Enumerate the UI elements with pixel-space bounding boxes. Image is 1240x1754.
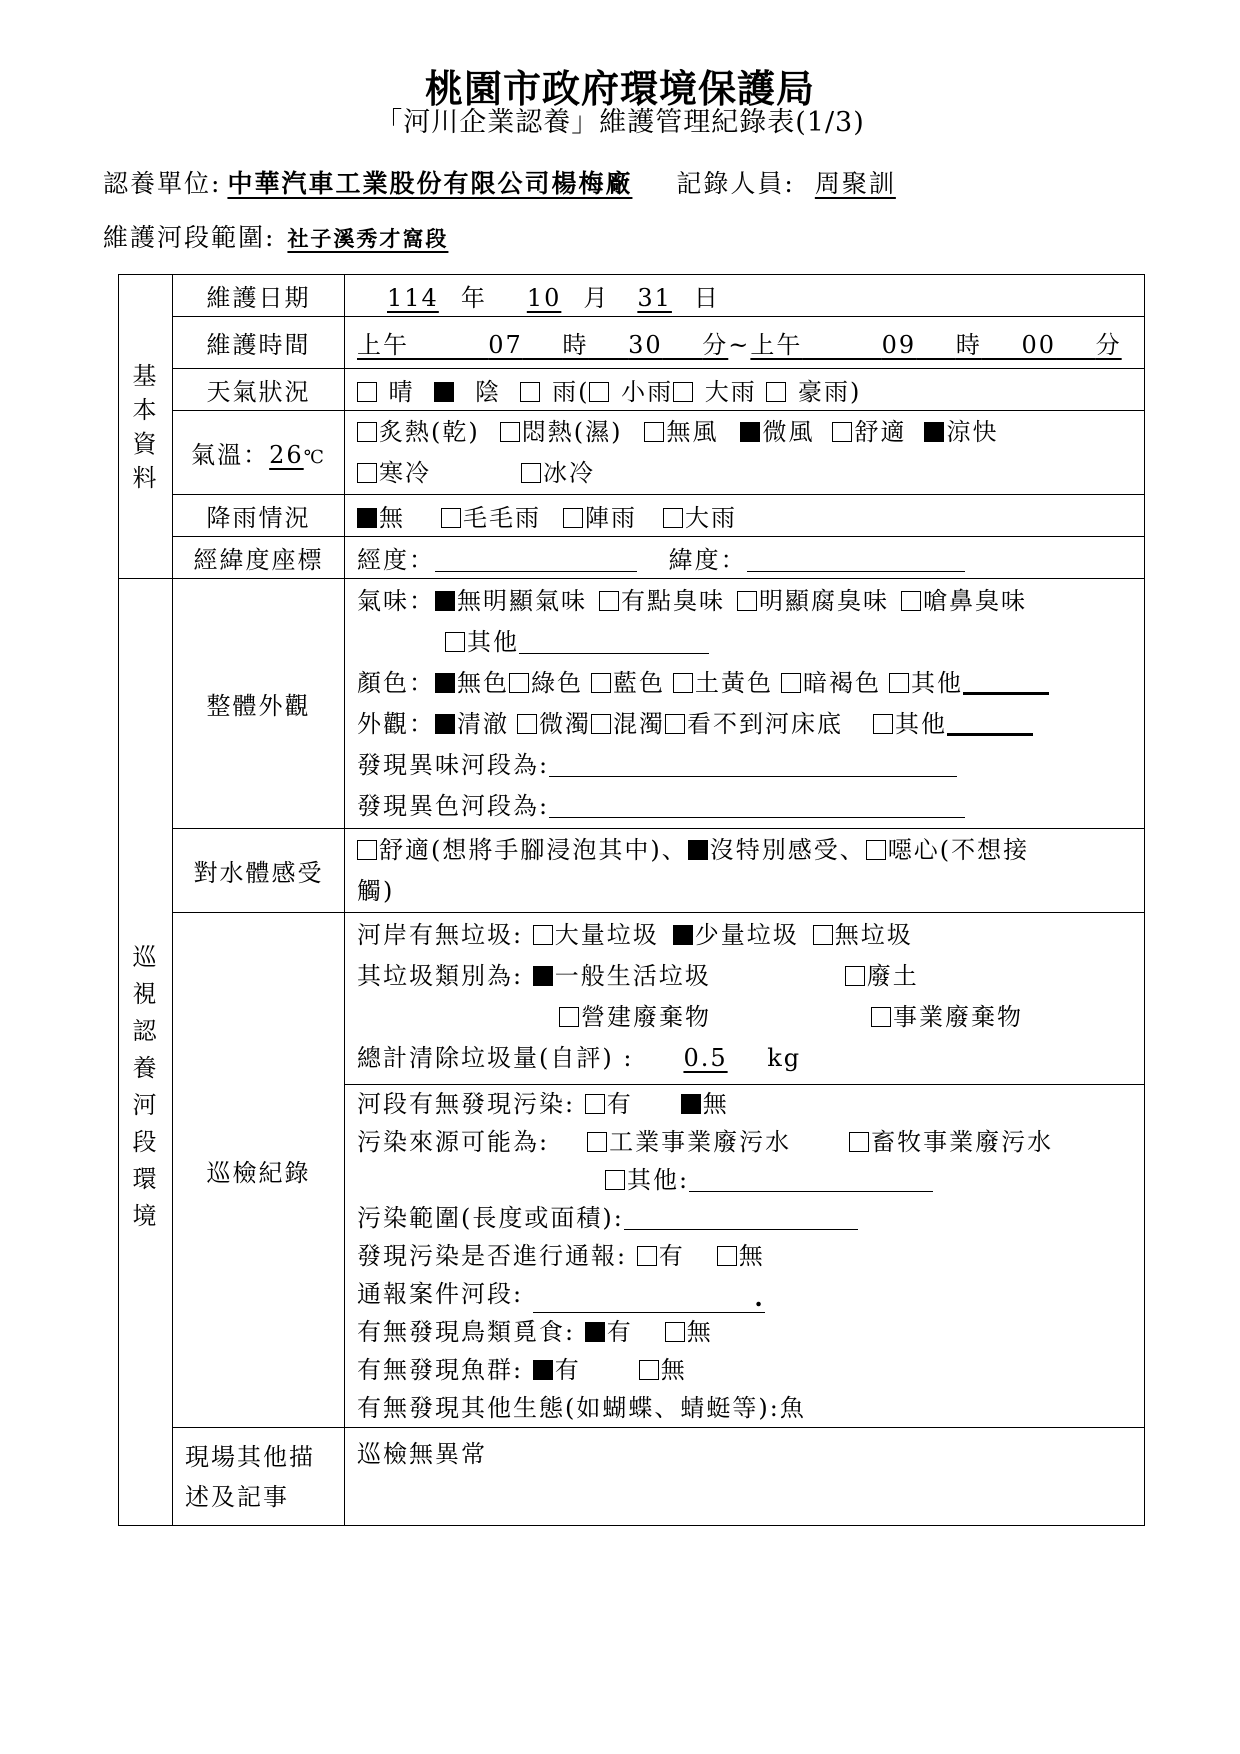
temp-option-label: 冰冷	[543, 458, 595, 487]
weather-rain-checkbox[interactable]	[520, 382, 540, 402]
rainfall-options	[345, 495, 1145, 537]
appearance: 氣味： 無明顯氣味 有點臭味 明顯腐臭味 嗆鼻臭味 其他 顏色： 無色 綠色 藍色 土黃色 暗褐色 其他 外觀： 清澈 微濁 混濁 看不到河床底 其他 發現異味河段為: 發現異色河段為:	[345, 579, 1145, 829]
rain-option-label: 毛毛雨	[463, 504, 541, 532]
temp-option-label: 無風	[666, 417, 719, 446]
report-yes-checkbox[interactable]	[637, 1246, 657, 1266]
weather-storm-checkbox[interactable]	[766, 382, 786, 402]
recorder-value: 周聚訓	[814, 169, 896, 198]
fish-yes-checkbox[interactable]	[533, 1360, 553, 1380]
feeling-comfort-checkbox[interactable]	[357, 840, 377, 860]
temp-option-label: 寒冷	[379, 458, 431, 487]
bird-yes-checkbox[interactable]	[585, 1322, 605, 1342]
patrol-records: 河岸有無垃圾: 大量垃圾 少量垃圾 無垃圾 其垃圾類別為: 一般生活垃圾 廢土 營建廢棄物 事業廢棄物 總計清除垃圾量(自評) : 0.5 kg 河段有無發現污染: 有 無 污染來源可能為: 工業事業廢污水 畜牧事業廢污水 其他: 污染範圍(長度或面積): 發現污染是否進行通報: 有 無 通報案件河段: . 有無發現鳥類覓食: 有 無 有無發現魚群: 有 無 有無發現其他生態(如蝴蝶、蜻蜓等):魚	[345, 913, 1145, 1428]
rainfall-label: 降雨情況	[173, 495, 345, 537]
temp-option-label: 舒適	[854, 417, 907, 446]
record-form	[118, 274, 1145, 1526]
temp-checkbox[interactable]	[832, 422, 852, 442]
weather-options: 晴 陰 雨( 小雨 大雨 豪雨)	[345, 369, 1145, 411]
smell-option-label: 明顯腐臭味	[759, 586, 889, 615]
temp-checkbox[interactable]	[500, 422, 520, 442]
color-checkbox[interactable]	[509, 673, 529, 693]
page-title: 桃園市政府環境保護局	[424, 66, 815, 111]
adoption-unit-label: 認養單位:	[103, 169, 222, 198]
rain-option-label: 陣雨	[585, 504, 637, 532]
look-option-label: 微濁	[539, 709, 591, 738]
look-checkbox[interactable]	[435, 714, 455, 734]
color-other-field[interactable]	[963, 668, 1049, 695]
maint-time	[345, 317, 1145, 369]
pollution-no-checkbox[interactable]	[681, 1094, 701, 1114]
patrol-label: 巡檢紀錄	[173, 913, 345, 1428]
type-general-checkbox[interactable]	[533, 966, 553, 986]
river-range-row	[103, 218, 454, 254]
look-option-label: 清澈	[457, 709, 509, 738]
smell-option-label: 其他	[467, 627, 519, 656]
bank-checkbox[interactable]	[813, 925, 833, 945]
feeling-none-checkbox[interactable]	[688, 840, 708, 860]
feeling-disgust-checkbox[interactable]	[866, 840, 886, 860]
type-soil-checkbox[interactable]	[845, 966, 865, 986]
smell-option-label: 有點臭味	[621, 586, 725, 615]
color-option-label: 其他	[911, 668, 963, 697]
recorder-label: 記錄人員:	[676, 169, 795, 198]
group-patrol: 巡視認養河段環境	[119, 579, 173, 1526]
year-unit: 年	[460, 284, 487, 312]
group-basic-info: 基本資料	[119, 275, 173, 579]
coords	[345, 537, 1145, 579]
look-checkbox[interactable]	[873, 714, 893, 734]
look-checkbox[interactable]	[591, 714, 611, 734]
temperature-value: 26	[269, 441, 304, 469]
maint-time-label: 維護時間	[173, 317, 345, 369]
smell-checkbox[interactable]	[445, 632, 465, 652]
odd-color-field[interactable]	[549, 793, 965, 818]
weather-cloudy-checkbox[interactable]	[434, 382, 454, 402]
color-option-label: 無色	[457, 668, 509, 697]
look-other-field[interactable]	[947, 709, 1033, 736]
rain-checkbox[interactable]	[441, 508, 461, 528]
notes-label: 現場其他描 述及記事	[173, 1428, 345, 1526]
temp-checkbox[interactable]	[924, 422, 944, 442]
adoption-unit-row	[103, 164, 902, 200]
total-trash-value: 0.5	[683, 1044, 728, 1072]
smell-checkbox[interactable]	[737, 591, 757, 611]
pollution-range-field[interactable]	[624, 1205, 858, 1230]
time-end: 上午 09 時 00 分	[750, 331, 1122, 359]
smell-option-label: 無明顯氣味	[457, 586, 587, 615]
color-option-label: 綠色	[531, 668, 583, 697]
time-start: 上午 07 時 30 分	[357, 331, 729, 359]
latitude-field[interactable]	[747, 547, 965, 572]
rain-checkbox[interactable]	[563, 508, 583, 528]
pollution-yes-checkbox[interactable]	[585, 1094, 605, 1114]
smell-checkbox[interactable]	[599, 591, 619, 611]
maint-date	[345, 275, 1145, 317]
type-construction-checkbox[interactable]	[559, 1007, 579, 1027]
color-option-label: 暗褐色	[803, 668, 881, 697]
look-option-label: 看不到河床底	[687, 709, 843, 738]
weather-heavy-rain-checkbox[interactable]	[673, 382, 693, 402]
smell-other-field[interactable]	[519, 629, 709, 654]
temperature-options	[345, 411, 1145, 495]
odd-smell-field[interactable]	[549, 752, 957, 777]
look-option-label: 混濁	[613, 709, 665, 738]
date-day: 31	[637, 284, 672, 312]
fish-no-checkbox[interactable]	[639, 1360, 659, 1380]
temp-checkbox[interactable]	[740, 422, 760, 442]
source-other-checkbox[interactable]	[605, 1170, 625, 1190]
rain-checkbox[interactable]	[663, 508, 683, 528]
notes-value: 巡檢無異常	[345, 1428, 1145, 1526]
color-checkbox[interactable]	[591, 673, 611, 693]
coords-label: 經緯度座標	[173, 537, 345, 579]
latitude-label: 緯度：	[668, 546, 747, 574]
look-checkbox[interactable]	[665, 714, 685, 734]
temp-option-label: 微風	[762, 417, 815, 446]
temp-option-label: 炙熱(乾)	[379, 417, 480, 446]
date-month: 10	[526, 284, 562, 312]
source-other-field[interactable]	[689, 1167, 933, 1192]
report-no-checkbox[interactable]	[717, 1246, 737, 1266]
report-case-field[interactable]: .	[533, 1288, 765, 1313]
feeling-label: 對水體感受	[173, 829, 345, 913]
longitude-field[interactable]	[435, 547, 637, 572]
temp-checkbox[interactable]	[521, 463, 541, 483]
date-year: 114	[387, 284, 439, 312]
temp-checkbox[interactable]	[357, 422, 377, 442]
appearance-label: 整體外觀	[173, 579, 345, 829]
smell-checkbox[interactable]	[435, 591, 455, 611]
temp-checkbox[interactable]	[644, 422, 664, 442]
color-checkbox[interactable]	[673, 673, 693, 693]
smell-checkbox[interactable]	[901, 591, 921, 611]
bank-option-label: 少量垃圾	[694, 921, 799, 949]
bank-option-label: 大量垃圾	[554, 921, 659, 949]
color-checkbox[interactable]	[435, 673, 455, 693]
month-unit: 月	[583, 284, 610, 312]
eco-value: 魚	[779, 1394, 806, 1422]
look-option-label: 其他	[895, 709, 947, 738]
source-livestock-checkbox[interactable]	[849, 1132, 869, 1152]
weather-light-rain-checkbox[interactable]	[589, 382, 609, 402]
color-option-label: 土黃色	[695, 668, 773, 697]
river-range-label: 維護河段範圍:	[103, 223, 276, 252]
color-checkbox[interactable]	[781, 673, 801, 693]
day-unit: 日	[693, 284, 720, 312]
rain-checkbox[interactable]	[357, 508, 377, 528]
source-industrial-checkbox[interactable]	[587, 1132, 607, 1152]
temp-option-label: 涼快	[946, 417, 999, 446]
bank-checkbox[interactable]	[533, 925, 553, 945]
bank-checkbox[interactable]	[673, 925, 693, 945]
bank-option-label: 無垃圾	[834, 921, 913, 949]
time-separator: ~	[728, 331, 751, 359]
page-subtitle: 「河川企業認養」維護管理紀錄表(1/3)	[375, 107, 865, 138]
color-option-label: 藍色	[613, 668, 665, 697]
adoption-unit-value: 中華汽車工業股份有限公司楊梅廠	[227, 169, 633, 198]
weather-sunny-checkbox[interactable]	[357, 382, 377, 402]
longitude-label: 經度：	[357, 546, 435, 574]
color-checkbox[interactable]	[889, 673, 909, 693]
temp-option-label: 悶熱(濕)	[521, 417, 623, 446]
bird-no-checkbox[interactable]	[665, 1322, 685, 1342]
temperature-label: 氣溫：26℃	[173, 411, 345, 495]
temp-checkbox[interactable]	[357, 463, 377, 483]
maint-date-label: 維護日期	[173, 275, 345, 317]
river-range-value: 社子溪秀才窩段	[287, 226, 449, 251]
type-business-checkbox[interactable]	[871, 1007, 891, 1027]
look-checkbox[interactable]	[517, 714, 537, 734]
smell-option-label: 嗆鼻臭味	[923, 586, 1027, 615]
rain-option-label: 無	[379, 504, 405, 532]
weather-label: 天氣狀況	[173, 369, 345, 411]
rain-option-label: 大雨	[685, 504, 737, 532]
feeling: 舒適(想將手腳浸泡其中)、 沒特別感受、 噁心(不想接 觸)	[345, 829, 1145, 913]
